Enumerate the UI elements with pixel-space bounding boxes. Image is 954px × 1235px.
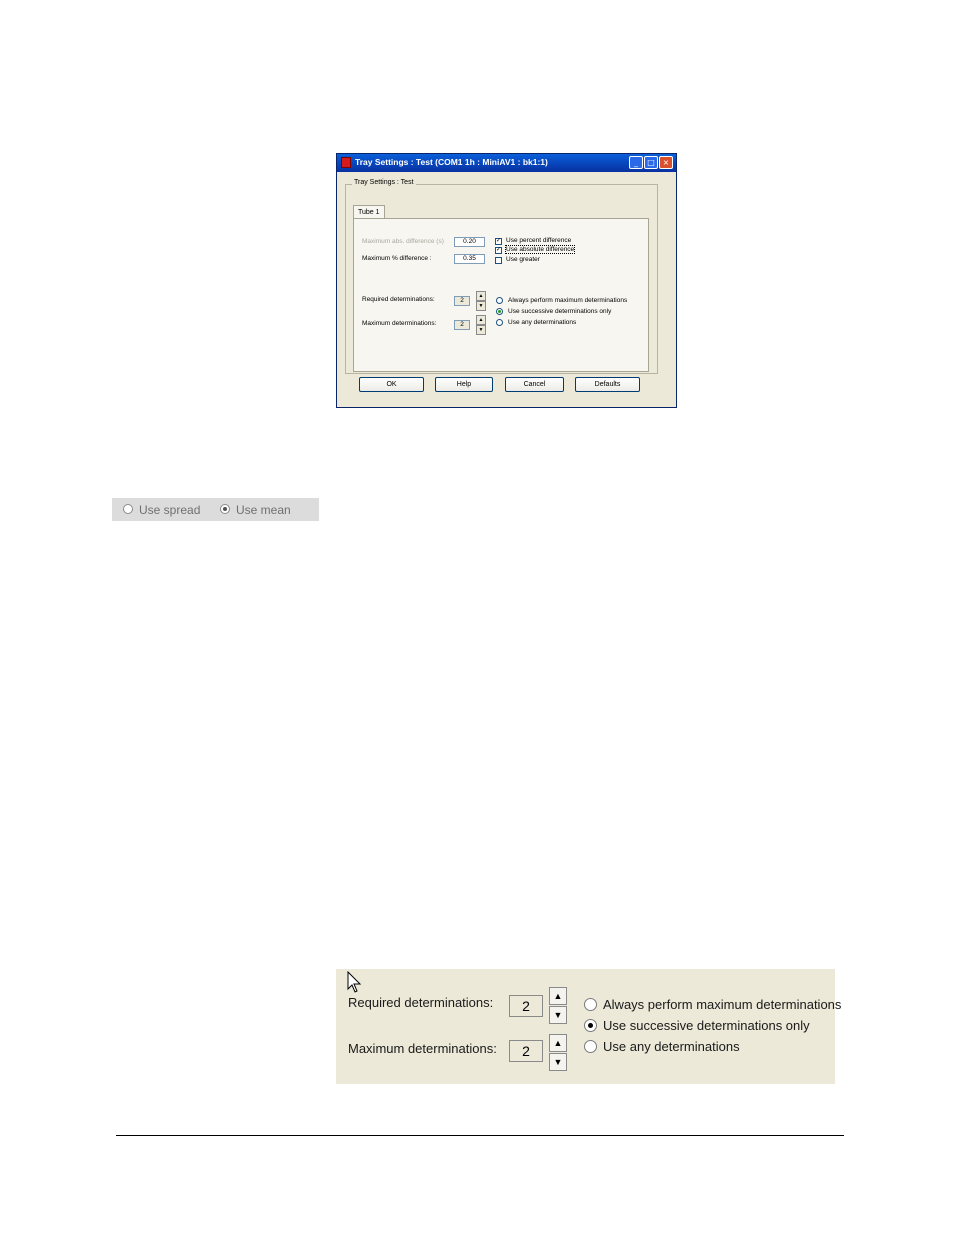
use-any-label: Use any determinations <box>508 319 577 326</box>
zoom-use-successive-radio[interactable] <box>584 1019 597 1032</box>
maximum-down-arrow-icon[interactable]: ▼ <box>476 325 486 335</box>
use-percent-difference-checkbox[interactable]: ✓ <box>496 238 502 244</box>
required-determinations-label: Required determinations: <box>362 296 435 303</box>
dialog-title: Tray Settings : Test (COM1 1h : MiniAV1 : bk1:1) <box>355 157 548 167</box>
maximum-determinations-field[interactable]: 2 <box>454 320 470 330</box>
max-abs-difference-label: Maximum abs. difference (s) <box>362 238 444 245</box>
minimize-icon[interactable]: _ <box>629 156 643 169</box>
maximum-determinations-label: Maximum determinations: <box>362 320 437 327</box>
title-bar[interactable] <box>337 154 676 172</box>
zoom-use-successive-label: Use successive determinations only <box>603 1018 810 1033</box>
help-button[interactable]: Help <box>435 377 493 392</box>
mouse-pointer-icon <box>347 971 363 995</box>
required-determinations-field[interactable]: 2 <box>454 296 470 306</box>
defaults-button[interactable]: Defaults <box>575 377 640 392</box>
zoom-required-down-icon[interactable]: ▼ <box>549 1006 567 1024</box>
always-perform-max-label: Always perform maximum determinations <box>508 297 628 304</box>
ok-button[interactable]: OK <box>359 377 424 392</box>
zoom-always-perform-label: Always perform maximum determinations <box>603 997 842 1012</box>
max-pct-difference-input[interactable]: 0.35 <box>454 254 485 264</box>
tray-settings-dialog <box>336 153 677 408</box>
maximize-icon[interactable]: □ <box>644 156 658 169</box>
zoom-required-field[interactable]: 2 <box>509 995 543 1017</box>
use-successive-label: Use successive determinations only <box>508 308 612 315</box>
always-perform-max-radio[interactable] <box>496 297 503 304</box>
max-pct-difference-label: Maximum % difference : <box>362 255 432 262</box>
use-any-radio[interactable] <box>496 319 503 326</box>
close-icon[interactable]: × <box>659 156 673 169</box>
zoom-required-label: Required determinations: <box>348 995 494 1010</box>
spread-mean-radio-strip <box>112 498 319 521</box>
maximum-up-arrow-icon[interactable]: ▲ <box>476 315 486 325</box>
zoom-maximum-label: Maximum determinations: <box>348 1041 497 1056</box>
use-mean-label: Use mean <box>236 503 291 517</box>
required-down-arrow-icon[interactable]: ▼ <box>476 301 486 311</box>
zoom-maximum-field[interactable]: 2 <box>509 1040 543 1062</box>
use-greater-label: Use greater <box>506 256 540 263</box>
use-absolute-difference-checkbox[interactable]: ✓ <box>496 247 502 253</box>
required-up-arrow-icon[interactable]: ▲ <box>476 291 486 301</box>
zoom-use-any-radio[interactable] <box>584 1040 597 1053</box>
app-icon <box>341 157 351 168</box>
tab-tube-1[interactable]: Tube 1 <box>353 205 385 219</box>
zoom-required-up-icon[interactable]: ▲ <box>549 987 567 1005</box>
use-mean-radio[interactable] <box>220 504 230 514</box>
zoom-always-perform-radio[interactable] <box>584 998 597 1011</box>
cancel-button[interactable]: Cancel <box>505 377 564 392</box>
zoom-use-any-label: Use any determinations <box>603 1039 740 1054</box>
use-percent-difference-label: Use percent difference <box>506 237 572 244</box>
use-greater-checkbox[interactable] <box>495 257 502 264</box>
use-spread-label: Use spread <box>139 503 201 517</box>
zoom-maximum-down-icon[interactable]: ▼ <box>549 1053 567 1071</box>
max-abs-difference-input[interactable]: 0.20 <box>454 237 485 247</box>
group-label: Tray Settings : Test <box>354 179 414 186</box>
determinations-zoom-panel <box>336 969 842 1084</box>
zoom-maximum-up-icon[interactable]: ▲ <box>549 1034 567 1052</box>
use-successive-radio[interactable] <box>496 308 503 315</box>
footer-rule <box>116 1135 844 1136</box>
use-absolute-difference-label: Use absolute difference <box>506 246 575 253</box>
use-spread-radio[interactable] <box>123 504 133 514</box>
